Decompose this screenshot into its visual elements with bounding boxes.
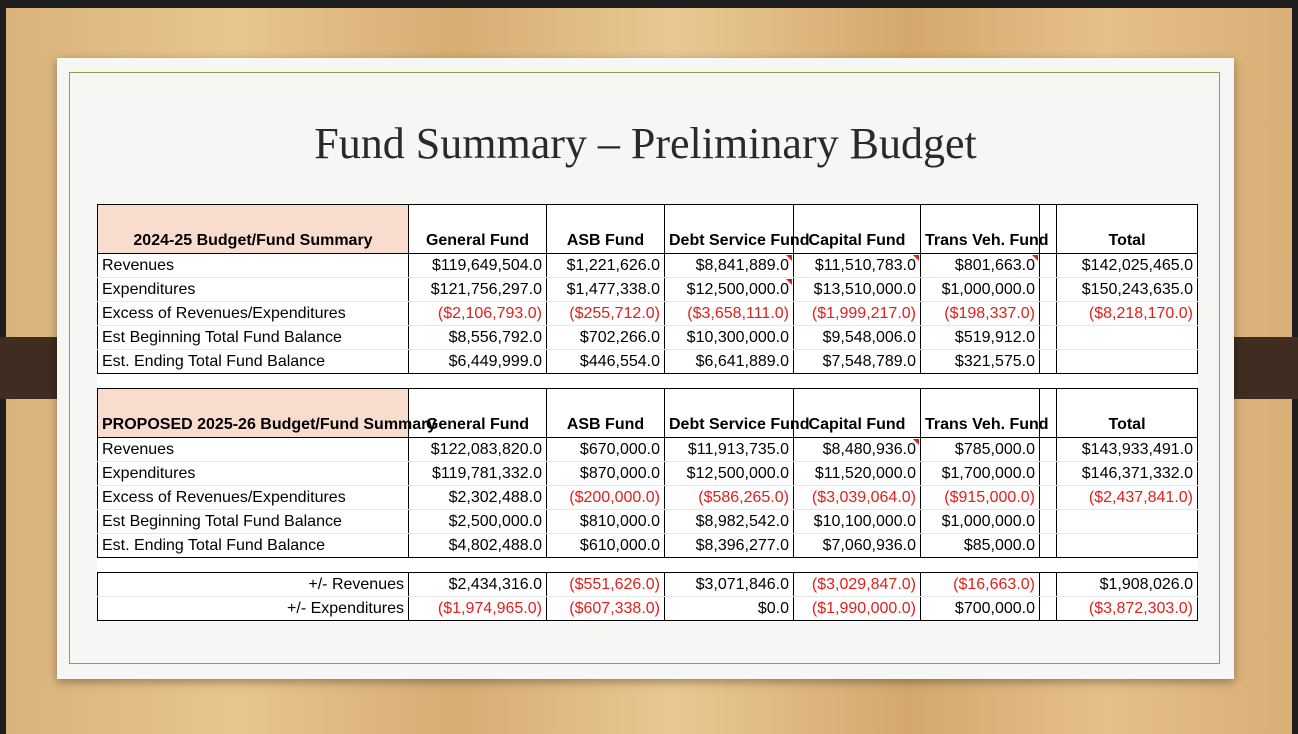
value-cell: $7,548,789.0 (794, 350, 921, 374)
spacer-cell (665, 558, 794, 573)
table-row (98, 254, 1198, 278)
column-header: Capital Fund (794, 205, 921, 254)
value-cell: $1,908,026.0 (1057, 573, 1198, 597)
value-cell: $122,083,820.0 (409, 438, 547, 462)
value-cell: ($1,974,965.0) (409, 597, 547, 621)
spacer-cell (409, 558, 547, 573)
table-row (98, 534, 1198, 558)
table-row (98, 510, 1198, 534)
value-cell: $519,912.0 (921, 326, 1040, 350)
value-cell: $2,302,488.0 (409, 486, 547, 510)
table-row (98, 326, 1198, 350)
value-cell (1040, 302, 1057, 326)
spacer-cell (547, 558, 665, 573)
value-cell: $146,371,332.0 (1057, 462, 1198, 486)
value-cell (1057, 326, 1198, 350)
value-cell: $8,480,936.0 (794, 438, 921, 462)
row-label: Expenditures (98, 278, 409, 302)
value-cell: $610,000.0 (547, 534, 665, 558)
value-cell: $85,000.0 (921, 534, 1040, 558)
row-label: +/- Revenues (98, 573, 409, 597)
spacer-cell (794, 558, 921, 573)
value-cell: $2,500,000.0 (409, 510, 547, 534)
spacer-cell (98, 374, 409, 389)
value-cell: ($551,626.0) (547, 573, 665, 597)
row-label: Est Beginning Total Fund Balance (98, 510, 409, 534)
value-cell (1040, 278, 1057, 302)
section1-heading: 2024-25 Budget/Fund Summary (98, 205, 409, 254)
table-row (98, 438, 1198, 462)
value-cell (1040, 254, 1057, 278)
value-cell: $121,756,297.0 (409, 278, 547, 302)
value-cell: $1,477,338.0 (547, 278, 665, 302)
value-cell (1057, 534, 1198, 558)
column-header: Total (1057, 389, 1198, 438)
value-cell: ($16,663.0) (921, 573, 1040, 597)
value-cell: $8,556,792.0 (409, 326, 547, 350)
spacer-cell (921, 374, 1040, 389)
value-cell: $4,802,488.0 (409, 534, 547, 558)
header-row (98, 389, 1198, 438)
value-cell: ($8,218,170.0) (1057, 302, 1198, 326)
column-header: ASB Fund (547, 389, 665, 438)
value-cell (1040, 597, 1057, 621)
spacer-cell (794, 374, 921, 389)
value-cell (1040, 438, 1057, 462)
spacer-cell (1040, 374, 1057, 389)
spacer-cell (921, 558, 1040, 573)
value-cell: $702,266.0 (547, 326, 665, 350)
value-cell (1040, 350, 1057, 374)
row-label: +/- Expenditures (98, 597, 409, 621)
value-cell (1057, 510, 1198, 534)
value-cell: $10,300,000.0 (665, 326, 794, 350)
value-cell: $670,000.0 (547, 438, 665, 462)
value-cell: $1,000,000.0 (921, 510, 1040, 534)
value-cell: ($200,000.0) (547, 486, 665, 510)
value-cell: $7,060,936.0 (794, 534, 921, 558)
value-cell: ($2,437,841.0) (1057, 486, 1198, 510)
column-header: Trans Veh. Fund (921, 205, 1040, 254)
value-cell: $11,520,000.0 (794, 462, 921, 486)
spacer-cell (1057, 558, 1198, 573)
value-cell: ($1,990,000.0) (794, 597, 921, 621)
slide (57, 58, 1234, 679)
column-header: Capital Fund (794, 389, 921, 438)
value-cell: $11,510,783.0 (794, 254, 921, 278)
value-cell: $9,548,006.0 (794, 326, 921, 350)
value-cell: ($255,712.0) (547, 302, 665, 326)
column-header: Debt Service Fund (665, 389, 794, 438)
value-cell (1040, 326, 1057, 350)
row-label: Est Beginning Total Fund Balance (98, 326, 409, 350)
column-header: ASB Fund (547, 205, 665, 254)
value-cell: $700,000.0 (921, 597, 1040, 621)
value-cell: $10,100,000.0 (794, 510, 921, 534)
slide-title: Fund Summary – Preliminary Budget (314, 119, 977, 168)
column-header: Total (1057, 205, 1198, 254)
fund-summary-table (97, 204, 1198, 621)
value-cell: $446,554.0 (547, 350, 665, 374)
value-cell: $3,071,846.0 (665, 573, 794, 597)
column-header: General Fund (409, 205, 547, 254)
value-cell: $2,434,316.0 (409, 573, 547, 597)
spacer-row (98, 374, 1198, 389)
table-row (98, 597, 1198, 621)
value-cell: $870,000.0 (547, 462, 665, 486)
table-row (98, 462, 1198, 486)
table-row (98, 278, 1198, 302)
table-row (98, 350, 1198, 374)
value-cell: ($198,337.0) (921, 302, 1040, 326)
value-cell: ($3,872,303.0) (1057, 597, 1198, 621)
value-cell (1040, 486, 1057, 510)
row-label: Excess of Revenues/Expenditures (98, 302, 409, 326)
value-cell: $6,641,889.0 (665, 350, 794, 374)
value-cell: $142,025,465.0 (1057, 254, 1198, 278)
value-cell: $12,500,000.0 (665, 278, 794, 302)
row-label: Est. Ending Total Fund Balance (98, 534, 409, 558)
value-cell: $13,510,000.0 (794, 278, 921, 302)
spacer-cell (98, 558, 409, 573)
value-cell: $321,575.0 (921, 350, 1040, 374)
row-label: Est. Ending Total Fund Balance (98, 350, 409, 374)
window-frame-top (0, 0, 1298, 8)
value-cell: $119,781,332.0 (409, 462, 547, 486)
value-cell: $6,449,999.0 (409, 350, 547, 374)
value-cell: $150,243,635.0 (1057, 278, 1198, 302)
column-header: Debt Service Fund (665, 205, 794, 254)
value-cell: $810,000.0 (547, 510, 665, 534)
row-label: Revenues (98, 254, 409, 278)
row-label: Revenues (98, 438, 409, 462)
value-cell: ($3,039,064.0) (794, 486, 921, 510)
spacer-cell (665, 374, 794, 389)
table-row (98, 302, 1198, 326)
value-cell: $12,500,000.0 (665, 462, 794, 486)
value-cell: $119,649,504.0 (409, 254, 547, 278)
value-cell (1040, 573, 1057, 597)
spacer-cell (1040, 558, 1057, 573)
value-cell: $1,700,000.0 (921, 462, 1040, 486)
spacer-row (98, 558, 1198, 573)
value-cell (1040, 462, 1057, 486)
value-cell: $8,982,542.0 (665, 510, 794, 534)
value-cell: $1,000,000.0 (921, 278, 1040, 302)
value-cell: $11,913,735.0 (665, 438, 794, 462)
spacer-cell (547, 374, 665, 389)
value-cell: $1,221,626.0 (547, 254, 665, 278)
value-cell (1040, 510, 1057, 534)
row-label: Expenditures (98, 462, 409, 486)
spacer-cell (1057, 374, 1198, 389)
value-cell (1040, 534, 1057, 558)
table-row (98, 486, 1198, 510)
section2-heading: PROPOSED 2025-26 Budget/Fund Summary (98, 389, 409, 438)
header-row (98, 205, 1198, 254)
value-cell: ($2,106,793.0) (409, 302, 547, 326)
value-cell: ($915,000.0) (921, 486, 1040, 510)
value-cell: ($3,029,847.0) (794, 573, 921, 597)
value-cell: ($3,658,111.0) (665, 302, 794, 326)
value-cell: $143,933,491.0 (1057, 438, 1198, 462)
value-cell: ($1,999,217.0) (794, 302, 921, 326)
row-label: Excess of Revenues/Expenditures (98, 486, 409, 510)
value-cell: $8,396,277.0 (665, 534, 794, 558)
value-cell: ($607,338.0) (547, 597, 665, 621)
value-cell: $0.0 (665, 597, 794, 621)
column-header: Trans Veh. Fund (921, 389, 1040, 438)
spacer-cell (409, 374, 547, 389)
table-row (98, 573, 1198, 597)
value-cell (1057, 350, 1198, 374)
value-cell: $8,841,889.0 (665, 254, 794, 278)
value-cell: $785,000.0 (921, 438, 1040, 462)
value-cell: ($586,265.0) (665, 486, 794, 510)
column-header: General Fund (409, 389, 547, 438)
value-cell: $801,663.0 (921, 254, 1040, 278)
